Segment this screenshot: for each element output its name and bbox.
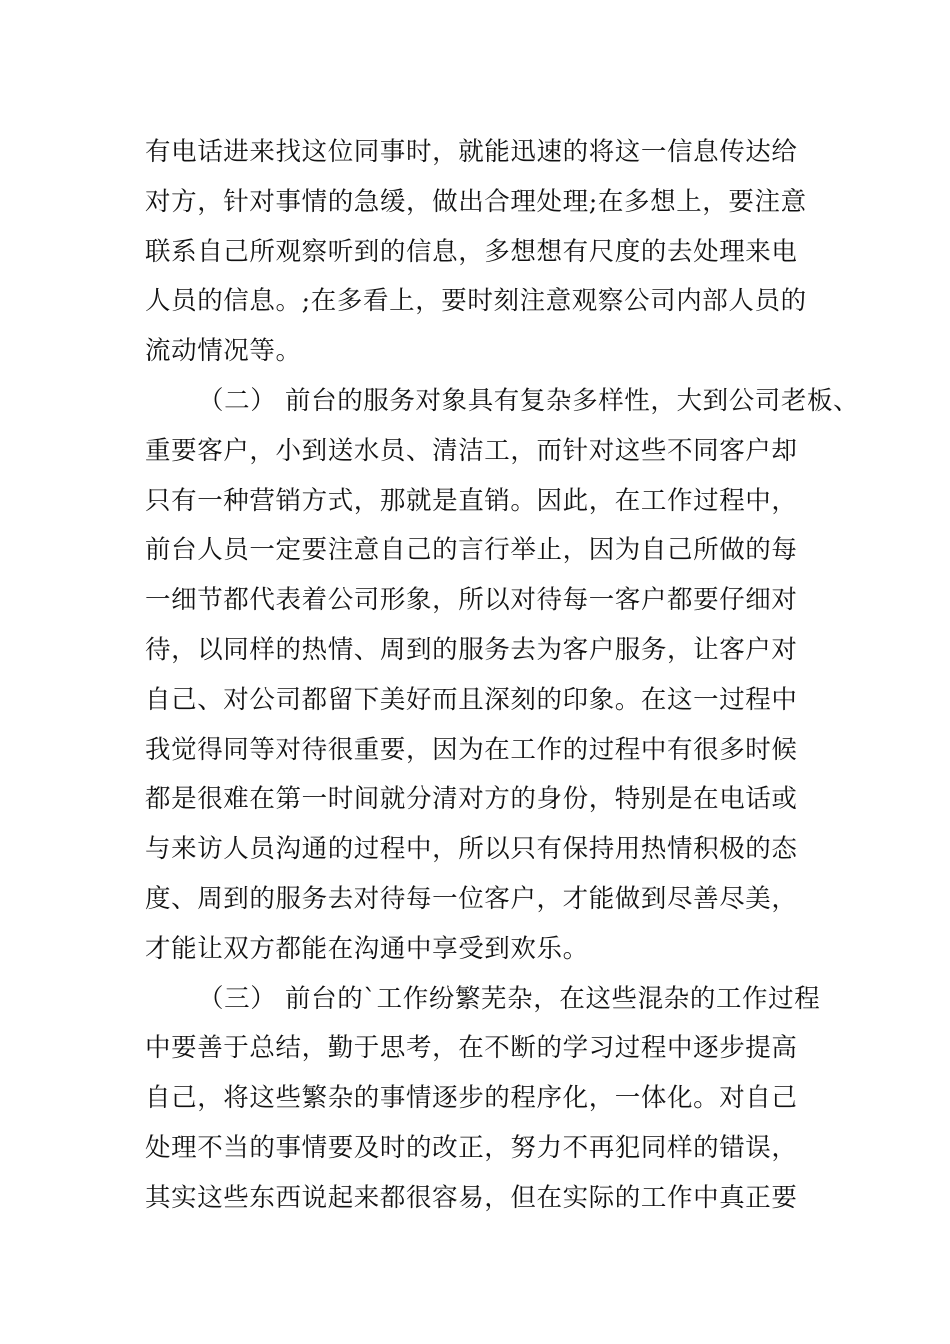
body-text bbox=[145, 128, 860, 1224]
text-line: 度、周到的服务去对待每一位客户，才能做到尽善尽美， bbox=[145, 883, 798, 914]
text-line: 其实这些东西说起来都很容易，但在实际的工作中真正要 bbox=[145, 1182, 798, 1213]
text-line: 自己、对公司都留下美好而且深刻的印象。在这一过程中 bbox=[145, 684, 798, 715]
paragraph-start-line: （二） 前台的服务对象具有复杂多样性，大到公司老板、 bbox=[198, 385, 860, 416]
text-line: 与来访人员沟通的过程中，所以只有保持用热情积极的态 bbox=[145, 834, 798, 865]
text-line: 人员的信息。;在多看上，要时刻注意观察公司内部人员的 bbox=[145, 286, 807, 317]
text-line: 待，以同样的热情、周到的服务去为客户服务，让客户对 bbox=[145, 634, 798, 665]
text-line: 一细节都代表着公司形象，所以对待每一客户都要仔细对 bbox=[145, 585, 798, 616]
text-line: 对方，针对事情的急缓，做出合理处理;在多想上，要注意 bbox=[145, 186, 807, 217]
text-line: 流动情况等。 bbox=[145, 336, 302, 367]
text-line: 我觉得同等对待很重要，因为在工作的过程中有很多时候 bbox=[145, 734, 798, 765]
text-line: 重要客户，小到送水员、清洁工，而针对这些不同客户却 bbox=[145, 435, 798, 466]
text-line: 有电话进来找这位同事时，就能迅速的将这一信息传达给 bbox=[145, 137, 798, 167]
text-line: 才能让双方都能在沟通中享受到欢乐。 bbox=[145, 933, 589, 964]
text-line: 都是很难在第一时间就分清对方的身份，特别是在电话或 bbox=[145, 784, 798, 815]
text-line: 只有一种营销方式，那就是直销。因此，在工作过程中， bbox=[145, 485, 798, 516]
text-line: 中要善于总结，勤于思考，在不断的学习过程中逐步提高 bbox=[145, 1033, 798, 1064]
paragraph-start-line: （三） 前台的`工作纷繁芜杂，在这些混杂的工作过程 bbox=[198, 983, 821, 1014]
text-line: 联系自己所观察听到的信息，多想想有尺度的去处理来电 bbox=[145, 236, 798, 267]
text-line: 前台人员一定要注意自己的言行举止，因为自己所做的每 bbox=[145, 535, 798, 566]
text-line: 自己，将这些繁杂的事情逐步的程序化，一体化。对自己 bbox=[145, 1083, 798, 1114]
text-line: 处理不当的事情要及时的改正，努力不再犯同样的错误， bbox=[145, 1132, 798, 1163]
